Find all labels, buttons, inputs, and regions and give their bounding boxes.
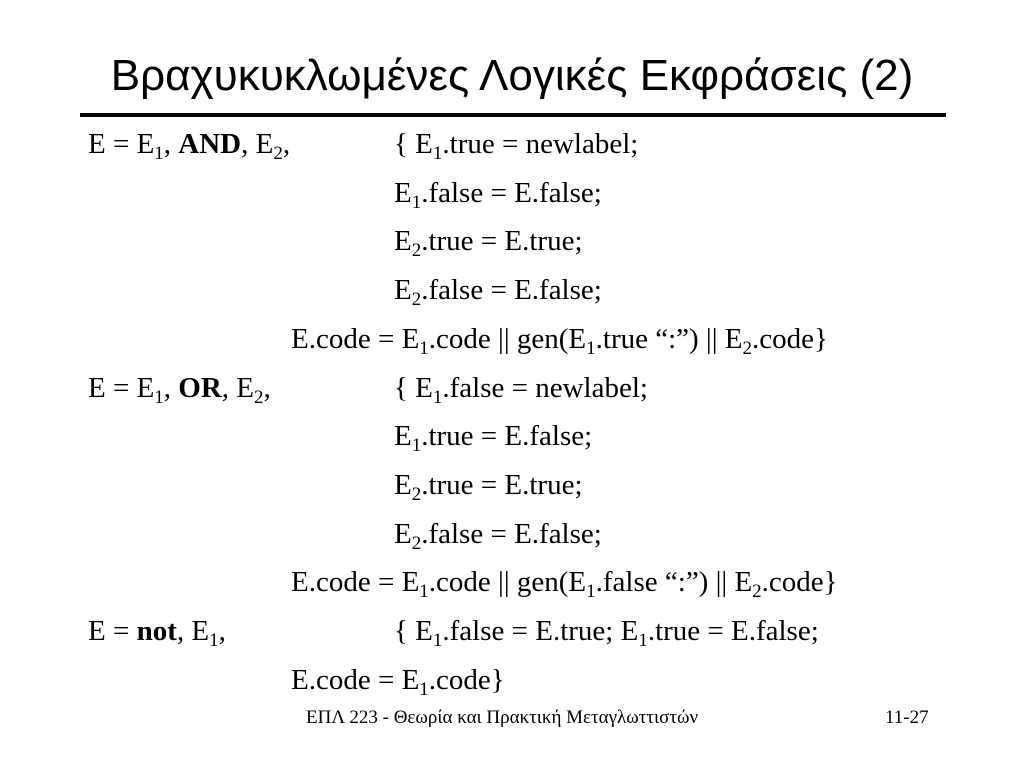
text-fragment: .true = E.false;	[421, 420, 593, 453]
text-fragment: E	[394, 225, 412, 258]
text-fragment: .false = E.false;	[421, 274, 602, 307]
text-fragment: .true “:”) || E	[595, 322, 743, 355]
text-fragment: E.code = E	[291, 322, 420, 355]
keyword-operator: AND	[178, 128, 242, 160]
text-fragment: E	[394, 517, 412, 550]
production-text	[88, 613, 226, 649]
semantic-action-text	[394, 223, 583, 262]
rule-line	[0, 467, 1024, 503]
subscript-index: 1	[154, 143, 164, 164]
text-fragment: ,	[163, 371, 179, 404]
keyword-operator: not	[136, 615, 177, 647]
subscript-index: 1	[432, 143, 443, 164]
text-fragment: .true = E.true;	[421, 468, 583, 501]
semantic-action-text	[394, 272, 602, 311]
text-fragment: .code || gen(E	[428, 322, 587, 355]
subscript-index: 1	[432, 386, 443, 408]
rule-line	[0, 321, 1024, 357]
rule-line	[0, 126, 1024, 162]
text-fragment: { E	[394, 615, 433, 647]
text-fragment: ,	[263, 371, 271, 404]
slide-title: Βραχυκυκλωμένες Λογικές Εκφράσεις (2)	[110, 51, 914, 100]
subscript-index: 2	[254, 386, 264, 408]
text-fragment: E	[394, 176, 412, 209]
production-text	[88, 126, 290, 162]
subscript-index: 1	[411, 191, 422, 213]
subscript-index: 1	[419, 337, 429, 359]
text-fragment: E	[394, 468, 412, 501]
subscript-index: 2	[411, 289, 422, 311]
slide-number: 11-27	[885, 707, 929, 728]
text-fragment: ,	[282, 128, 291, 160]
semantic-action-text	[394, 613, 819, 649]
text-fragment: E = E	[88, 371, 155, 404]
text-fragment: E	[394, 274, 412, 307]
subscript-index: 1	[209, 630, 219, 651]
semantic-action-text	[394, 467, 583, 503]
text-fragment: E.code = E	[291, 663, 420, 696]
subscript-index: 1	[419, 581, 429, 603]
text-fragment: .code}	[428, 663, 505, 696]
text-fragment: .code || gen(E	[428, 566, 587, 599]
semantic-action-text	[394, 516, 602, 552]
subscript-index: 1	[411, 435, 422, 457]
footer-course-title: ΕΠΛ 223 - Θεωρία και Πρακτική Μεταγλωττιστών	[306, 707, 699, 728]
text-fragment: .false = E.true; E	[442, 615, 639, 647]
subscript-index: 1	[419, 678, 429, 700]
text-fragment: .false = E.false;	[421, 176, 602, 209]
code-action-text	[291, 662, 505, 698]
text-fragment: , E	[221, 371, 255, 404]
text-fragment: .true = newlabel;	[442, 128, 639, 160]
subscript-index: 1	[586, 337, 596, 359]
text-fragment: , E	[176, 615, 210, 647]
text-fragment: E =	[88, 615, 137, 647]
text-fragment: .code}	[761, 566, 838, 599]
semantic-action-text	[394, 175, 602, 211]
text-fragment: E.code = E	[291, 566, 420, 599]
subscript-index: 1	[586, 581, 596, 603]
text-fragment: , E	[241, 128, 274, 160]
rule-line	[0, 272, 1024, 311]
subscript-index: 2	[411, 532, 422, 554]
subscript-index: 2	[273, 143, 283, 164]
text-fragment: E	[394, 420, 412, 453]
subscript-index: 2	[411, 483, 422, 505]
text-fragment: ,	[163, 128, 179, 160]
rule-line	[0, 516, 1024, 552]
semantic-action-text	[394, 418, 593, 457]
rule-line	[0, 370, 1024, 406]
text-fragment: .true = E.false;	[647, 615, 819, 647]
code-action-text	[291, 564, 838, 603]
keyword-operator: OR	[178, 371, 222, 404]
subscript-index: 1	[432, 630, 443, 651]
rule-line	[0, 613, 1024, 649]
subscript-index: 2	[752, 581, 762, 603]
text-fragment: .code}	[752, 322, 828, 355]
text-fragment: ,	[218, 615, 226, 647]
text-fragment: { E	[394, 128, 433, 160]
subscript-index: 2	[742, 337, 753, 359]
text-fragment: .true = E.true;	[421, 225, 583, 258]
code-action-text	[291, 321, 828, 357]
rule-line	[0, 662, 1024, 698]
rule-line	[0, 418, 1024, 457]
text-fragment: .false = newlabel;	[442, 371, 648, 404]
rule-line	[0, 223, 1024, 262]
subscript-index: 1	[638, 630, 648, 651]
semantic-action-text	[394, 370, 648, 406]
rule-line	[0, 564, 1024, 603]
text-fragment: { E	[394, 371, 433, 404]
subscript-index: 1	[154, 386, 164, 408]
text-fragment: .false = E.false;	[421, 517, 602, 550]
rule-line	[0, 175, 1024, 211]
semantic-action-text	[394, 126, 638, 162]
text-fragment: E = E	[88, 128, 155, 160]
production-text	[88, 370, 271, 406]
text-fragment: .false “:”) || E	[595, 566, 753, 599]
subscript-index: 2	[411, 240, 422, 262]
